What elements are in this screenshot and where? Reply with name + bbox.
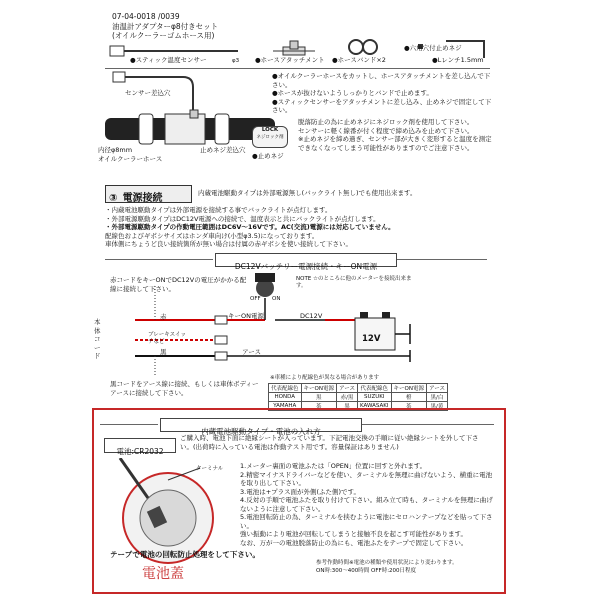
battery-intro: ご購入時、電池下面に絶縁シートが入っています。下記電池交換の手順に従い絶縁シートを外して下さい。(出荷時に入っている電池は作動テスト用です。容量保証はありません) (180, 434, 479, 451)
table-cell: 黒/白 (426, 393, 447, 402)
label-sensor-hole: センサー差込穴 (125, 89, 171, 97)
install-note: 脱落防止の為に止めネジにネジロック剤を使用して下さい。 (298, 118, 474, 126)
battery-step: 3.電池は+プラス面が外側(ふた側)です。 (240, 487, 361, 496)
color-table (268, 383, 448, 411)
battery-steps (240, 462, 495, 547)
table-cell: 茶 (391, 402, 426, 411)
hose-attachment-illustration (273, 41, 315, 55)
power-bullet: ・外部電源駆動タイプの作動電圧範囲はDC6V〜16Vです。AC(交流)電源には対応していません。 (105, 223, 395, 231)
table-cell: アース (426, 384, 447, 393)
battery-title-box (160, 418, 362, 436)
power-section-heading (105, 185, 192, 203)
label-terminal: ターミナル (196, 466, 224, 472)
diagram-title-box (215, 253, 397, 271)
color-table-caption: ※車種により配線色が異なる場合があります (270, 375, 380, 381)
label-main-cord: 本体コード (94, 318, 101, 360)
label-tape: テープで電池の回転防止処理をして下さい。 (110, 550, 260, 559)
power-bullet: ・外部電源駆動タイプはDC12V電源への接続で、温度表示と共にバックライトが点灯します。 (105, 214, 380, 223)
install-note: ※止めネジを締め過ぎ、センサー部が大きく変形すると温度を測定できなくなってしまう可能性がありますのでご注意下さい。 (298, 135, 492, 152)
power-bullet: ・内蔵電池駆動タイプは外部電源を接続する事でバックライトが点灯します。 (105, 206, 332, 214)
battery-footer2: ON時:300〜400時間 OFF時:200日程度 (316, 568, 417, 574)
battery-label: 電池:CR2032 (116, 447, 164, 456)
product-sub: (オイルクーラーゴムホース用) (112, 31, 215, 40)
table-cell: 赤/黒 (336, 393, 357, 402)
section-number: ③ (109, 193, 118, 204)
part-hose-band: ●ホースバンド×2 (332, 56, 386, 64)
table-row (269, 384, 448, 393)
stick-sensor-illustration (110, 46, 238, 56)
part-screw: ●六角穴付止めネジ (404, 44, 462, 52)
label-red-cord: 赤コードをキーONでDC12Vの電圧がかかる配線に接続して下さい。 (110, 276, 247, 293)
diagram-title: DC12Vバッテリー電源接続・キーON電源 (234, 262, 378, 271)
lock-badge-line1: LOCK (261, 127, 279, 133)
table-cell: 黒/黄 (426, 402, 447, 411)
table-cell: KAWASAKI (358, 402, 391, 411)
battery-step: なお、万が一の電池脱落防止の為にも、電池ふたをテープで固定して下さい。 (240, 538, 468, 547)
part-stick-sensor-dim: φ3 (232, 58, 240, 64)
part-stick-sensor: ●スティック温度センサー (130, 56, 207, 64)
label-screw: ●止めネジ (252, 152, 284, 160)
power-bullets (105, 206, 485, 249)
label-red: 赤 (160, 313, 167, 321)
part-number: 07-04-0018 /0039 (112, 12, 180, 21)
table-row (269, 393, 448, 402)
install-step: ●オイルクーラーホースをカットし、ホースアタッチメントを差し込んで下さい。 (272, 72, 491, 89)
product-name: 油温計アダプターφ8付きセット (112, 22, 219, 31)
lock-badge (252, 126, 288, 148)
note-text: NOTE ☆のところに他のメーターを接続出来ます。 (296, 276, 412, 289)
label-black-cord: 黒コードをアース線に接続、もしくは車体ボディーアースに接続して下さい。 (110, 380, 259, 397)
battery-illustration (355, 312, 395, 350)
battery-step: 1.メーター裏面の電池ふたは「OPEN」位置に回すと外れます。 (240, 462, 427, 470)
part-hose-attachment: ●ホースアタッチメント (255, 56, 325, 64)
table-cell: 茶 (301, 402, 336, 411)
hose-band-illustration (349, 40, 377, 54)
label-battery: 12V (362, 334, 381, 344)
table-cell: 代表配線色 (269, 384, 302, 393)
section-title: 電源接続 (122, 193, 163, 204)
battery-step: 5.電池回転防止の為、ターミナルを挟むように電池にセロハンテープなどを貼って下さい。 (240, 513, 493, 530)
label-dc12v: DC12V (300, 312, 323, 320)
key-switch-illustration (255, 273, 275, 297)
label-earth: アース (242, 348, 261, 356)
install-step: ●スティックセンサーをアタッチメントに差し込み、止めネジで固定して下さい。 (272, 97, 492, 114)
label-key-on: キーON電源 (228, 312, 264, 320)
power-bullet: 配線色およびギボシサイズはホンダ車向け(小型φ3.5)になっております。 (105, 231, 319, 240)
battery-step: 2.精密マイナスドライバーなどを使い、ターミナルを無理に曲げないよう、横重に電池を取り出して下さい。 (240, 470, 493, 487)
install-note: センサーに軽く線番が付く程度で締め込みを止めて下さい。 (298, 126, 474, 135)
table-cell: 黒 (301, 393, 336, 402)
table-cell: キーON電源 (391, 384, 426, 393)
install-steps (272, 72, 494, 115)
table-cell: 橙 (391, 393, 426, 402)
section-sub: 内蔵電池駆動タイプは外部電源無し(バックライト無し)でも使用出来ます。 (198, 189, 417, 197)
battery-footer1: 参考作動時間※電池の種類や使用状況により変わります。 (316, 560, 458, 566)
part-wrench: ●Lレンチ1.5mm (432, 56, 484, 64)
label-hose-line2: オイルクーラーホース (98, 155, 163, 163)
battery-label-box (104, 438, 176, 456)
label-cover: 電池蓋 (142, 566, 184, 582)
power-bullet: 車体側にちょうど良い接続箇所が無い場合は付属の赤ギボシを使い接続して下さい。 (105, 240, 352, 248)
battery-step: 強い振動により電池が回転してしまうと接触不良を起こす可能性があります。 (240, 530, 467, 538)
table-cell: 黒 (336, 402, 357, 411)
label-hose-line1: 内径φ8mm (98, 146, 133, 154)
table-cell: 代表配線色 (358, 384, 391, 393)
label-off: OFF (250, 296, 261, 302)
battery-step: 4.反対の手順で電池ふたを取り付けて下さい。組み立て時も、ターミナルを無理に曲げないように注意して下さい。 (240, 496, 493, 513)
label-on: ON (272, 296, 281, 302)
label-brake: ブレーキスイッチなど (148, 332, 186, 345)
table-cell: キーON電源 (301, 384, 336, 393)
table-cell: YAMAHA (269, 402, 302, 411)
table-cell: HONDA (269, 393, 302, 402)
table-cell: アース (336, 384, 357, 393)
table-cell: SUZUKI (358, 393, 391, 402)
label-black: 黒 (160, 348, 167, 356)
label-screw-hole: 止めネジ差込穴 (200, 146, 246, 154)
lock-badge-line2: ネジロック剤 (256, 135, 284, 140)
install-notes (298, 118, 494, 152)
install-step: ●ホースが抜けないようしっかりとバンドで止めます。 (272, 89, 433, 97)
battery-title: 内蔵電池駆動タイプ・電池の入れ方 (201, 427, 321, 436)
